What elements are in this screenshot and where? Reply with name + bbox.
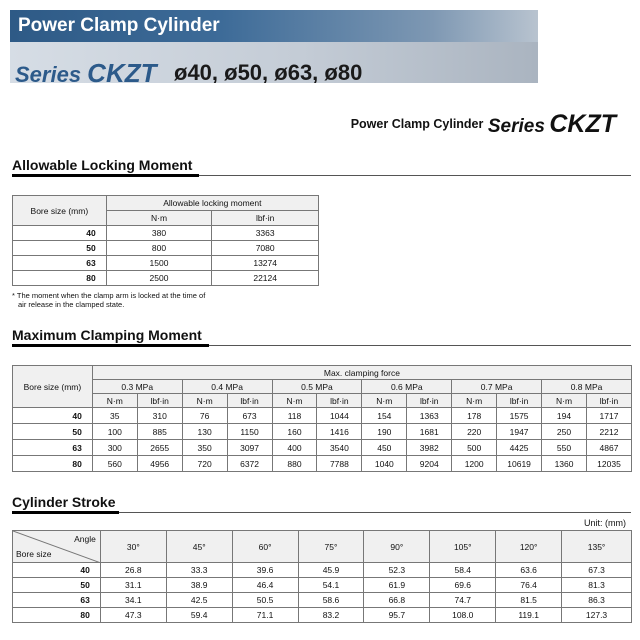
- locking-lbf-cell: 3363: [212, 226, 319, 241]
- stroke-value-cell: 50.5: [232, 593, 298, 608]
- stroke-value-cell: 46.4: [232, 578, 298, 593]
- clamping-value-cell: 1040: [362, 456, 407, 472]
- clamping-unit-nm: N·m: [452, 394, 497, 408]
- banner-series-word: Series: [15, 62, 88, 83]
- locking-bore-cell: 80: [13, 271, 107, 286]
- stroke-title-thin-rule: [119, 512, 631, 513]
- table-row: [13, 440, 632, 456]
- stroke-bore-cell: 80: [13, 608, 101, 623]
- clamping-value-cell: 194: [542, 408, 587, 424]
- clamping-unit-nm: N·m: [182, 394, 227, 408]
- stroke-value-cell: 95.7: [364, 608, 430, 623]
- stroke-value-cell: 63.6: [496, 563, 562, 578]
- clamping-value-cell: 3540: [317, 440, 362, 456]
- clamping-title-thin-rule: [209, 345, 631, 346]
- clamping-value-cell: 2212: [586, 424, 631, 440]
- clamping-value-cell: 4956: [137, 456, 182, 472]
- banner-title-bar: [10, 10, 538, 42]
- clamping-value-cell: 885: [137, 424, 182, 440]
- stroke-value-cell: 76.4: [496, 578, 562, 593]
- angle-header: 120°: [496, 531, 562, 563]
- clamping-value-cell: 1947: [497, 424, 542, 440]
- stroke-value-cell: 66.8: [364, 593, 430, 608]
- clamping-value-cell: 178: [452, 408, 497, 424]
- clamping-section-title: Maximum Clamping Moment: [12, 327, 202, 343]
- clamping-value-cell: 76: [182, 408, 227, 424]
- locking-lbf-cell: 7080: [212, 241, 319, 256]
- locking-bore-cell: 63: [13, 256, 107, 271]
- title-banner: [10, 10, 538, 83]
- clamping-value-cell: 160: [272, 424, 317, 440]
- pressure-header: 0.6 MPa: [362, 380, 452, 394]
- clamping-value-cell: 4867: [586, 440, 631, 456]
- clamping-bore-header: Bore size (mm): [13, 366, 93, 408]
- locking-title-rule: [12, 174, 199, 177]
- clamping-moment-table: [12, 365, 632, 472]
- clamping-value-cell: 1575: [497, 408, 542, 424]
- locking-section-title: Allowable Locking Moment: [12, 157, 193, 173]
- clamping-value-cell: 880: [272, 456, 317, 472]
- table-row: [13, 271, 319, 286]
- stroke-value-cell: 58.6: [298, 593, 364, 608]
- locking-nm-cell: 800: [106, 241, 212, 256]
- stroke-value-cell: 39.6: [232, 563, 298, 578]
- clamping-unit-lbf: lbf·in: [317, 394, 362, 408]
- stroke-value-cell: 71.1: [232, 608, 298, 623]
- clamping-value-cell: 1044: [317, 408, 362, 424]
- clamping-bore-cell: 80: [13, 456, 93, 472]
- stroke-value-cell: 47.3: [100, 608, 166, 623]
- banner-title: Power Clamp Cylinder: [18, 15, 220, 36]
- clamping-value-cell: 118: [272, 408, 317, 424]
- stroke-value-cell: 81.5: [496, 593, 562, 608]
- subheader-series-word: Series: [487, 116, 545, 137]
- table-row: [13, 456, 632, 472]
- locking-moment-table: [12, 195, 319, 286]
- clamping-value-cell: 720: [182, 456, 227, 472]
- stroke-bore-label: Bore size: [16, 549, 52, 559]
- table-row: [13, 226, 319, 241]
- stroke-value-cell: 31.1: [100, 578, 166, 593]
- angle-header: 30°: [100, 531, 166, 563]
- pressure-header: 0.8 MPa: [542, 380, 632, 394]
- clamping-title-rule: [12, 344, 209, 347]
- stroke-value-cell: 83.2: [298, 608, 364, 623]
- stroke-value-cell: 108.0: [430, 608, 496, 623]
- clamping-value-cell: 10619: [497, 456, 542, 472]
- stroke-unit-label: Unit: (mm): [584, 518, 626, 528]
- clamping-value-cell: 450: [362, 440, 407, 456]
- clamping-unit-nm: N·m: [362, 394, 407, 408]
- clamping-value-cell: 6372: [227, 456, 272, 472]
- clamping-value-cell: 12035: [586, 456, 631, 472]
- pressure-header: 0.3 MPa: [92, 380, 182, 394]
- clamping-value-cell: 1416: [317, 424, 362, 440]
- clamping-value-cell: 220: [452, 424, 497, 440]
- locking-lbf-cell: 13274: [212, 256, 319, 271]
- clamping-value-cell: 250: [542, 424, 587, 440]
- stroke-value-cell: 81.3: [562, 578, 632, 593]
- footnote-line: air release in the clamped state.: [18, 300, 125, 309]
- clamping-unit-nm: N·m: [92, 394, 137, 408]
- subheader-product: Power Clamp Cylinder: [350, 117, 484, 131]
- clamping-unit-nm: N·m: [272, 394, 317, 408]
- stroke-value-cell: 33.3: [166, 563, 232, 578]
- stroke-value-cell: 61.9: [364, 578, 430, 593]
- banner-bore-sizes: ø40, ø50, ø63, ø80: [174, 60, 363, 83]
- clamping-value-cell: 35: [92, 408, 137, 424]
- locking-nm-cell: 1500: [106, 256, 212, 271]
- stroke-title-rule: [12, 511, 119, 514]
- stroke-value-cell: 69.6: [430, 578, 496, 593]
- clamping-value-cell: 9204: [407, 456, 452, 472]
- stroke-value-cell: 54.1: [298, 578, 364, 593]
- stroke-value-cell: 52.3: [364, 563, 430, 578]
- clamping-value-cell: 3097: [227, 440, 272, 456]
- clamping-bore-cell: 40: [13, 408, 93, 424]
- stroke-value-cell: 67.3: [562, 563, 632, 578]
- clamping-value-cell: 2655: [137, 440, 182, 456]
- locking-bore-cell: 40: [13, 226, 107, 241]
- page-subheader: [351, 110, 616, 139]
- clamping-value-cell: 154: [362, 408, 407, 424]
- stroke-value-cell: 119.1: [496, 608, 562, 623]
- stroke-value-cell: 26.8: [100, 563, 166, 578]
- locking-unit-lbf: lbf·in: [212, 211, 319, 226]
- table-row: [13, 563, 632, 578]
- cylinder-stroke-table: [12, 530, 632, 623]
- clamping-value-cell: 673: [227, 408, 272, 424]
- angle-header: 45°: [166, 531, 232, 563]
- clamping-value-cell: 500: [452, 440, 497, 456]
- clamping-value-cell: 1360: [542, 456, 587, 472]
- stroke-value-cell: 127.3: [562, 608, 632, 623]
- table-row: [13, 578, 632, 593]
- clamping-value-cell: 310: [137, 408, 182, 424]
- footnote-line: * The moment when the clamp arm is locked at the time of: [12, 291, 206, 300]
- clamping-unit-lbf: lbf·in: [407, 394, 452, 408]
- clamping-unit-lbf: lbf·in: [497, 394, 542, 408]
- clamping-value-cell: 300: [92, 440, 137, 456]
- pressure-header: 0.7 MPa: [452, 380, 542, 394]
- banner-series-code: CKZT: [87, 58, 157, 83]
- stroke-bore-cell: 40: [13, 563, 101, 578]
- clamping-value-cell: 3982: [407, 440, 452, 456]
- stroke-value-cell: 86.3: [562, 593, 632, 608]
- clamping-value-cell: 1363: [407, 408, 452, 424]
- stroke-value-cell: 58.4: [430, 563, 496, 578]
- table-row: [13, 408, 632, 424]
- angle-header: 75°: [298, 531, 364, 563]
- clamping-bore-cell: 50: [13, 424, 93, 440]
- locking-bore-header: Bore size (mm): [13, 196, 107, 226]
- clamping-value-cell: 190: [362, 424, 407, 440]
- clamping-value-cell: 560: [92, 456, 137, 472]
- locking-nm-cell: 380: [106, 226, 212, 241]
- clamping-value-cell: 1717: [586, 408, 631, 424]
- locking-nm-cell: 2500: [106, 271, 212, 286]
- angle-header: 90°: [364, 531, 430, 563]
- locking-title-thin-rule: [199, 175, 631, 176]
- clamping-value-cell: 7788: [317, 456, 362, 472]
- clamping-value-cell: 1200: [452, 456, 497, 472]
- table-row: [13, 608, 632, 623]
- stroke-angle-label: Angle: [74, 534, 96, 544]
- clamping-group-header: Max. clamping force: [92, 366, 631, 380]
- stroke-value-cell: 59.4: [166, 608, 232, 623]
- angle-header: 60°: [232, 531, 298, 563]
- clamping-unit-lbf: lbf·in: [137, 394, 182, 408]
- clamping-value-cell: 350: [182, 440, 227, 456]
- pressure-header: 0.4 MPa: [182, 380, 272, 394]
- stroke-value-cell: 74.7: [430, 593, 496, 608]
- clamping-value-cell: 130: [182, 424, 227, 440]
- angle-header: 135°: [562, 531, 632, 563]
- clamping-value-cell: 100: [92, 424, 137, 440]
- clamping-value-cell: 550: [542, 440, 587, 456]
- clamping-unit-nm: N·m: [542, 394, 587, 408]
- stroke-bore-cell: 50: [13, 578, 101, 593]
- locking-footnote: [12, 291, 205, 309]
- clamping-value-cell: 1150: [227, 424, 272, 440]
- locking-lbf-cell: 22124: [212, 271, 319, 286]
- clamping-value-cell: 4425: [497, 440, 542, 456]
- angle-header: 105°: [430, 531, 496, 563]
- clamping-bore-cell: 63: [13, 440, 93, 456]
- stroke-value-cell: 42.5: [166, 593, 232, 608]
- table-row: [13, 241, 319, 256]
- table-row: [13, 256, 319, 271]
- stroke-corner-header: [13, 531, 101, 563]
- locking-group-header: Allowable locking moment: [106, 196, 318, 211]
- stroke-section-title: Cylinder Stroke: [12, 494, 116, 510]
- stroke-value-cell: 34.1: [100, 593, 166, 608]
- locking-bore-cell: 50: [13, 241, 107, 256]
- stroke-bore-cell: 63: [13, 593, 101, 608]
- subheader-series-code: CKZT: [549, 110, 616, 138]
- clamping-unit-lbf: lbf·in: [586, 394, 631, 408]
- table-row: [13, 424, 632, 440]
- clamping-unit-lbf: lbf·in: [227, 394, 272, 408]
- stroke-value-cell: 45.9: [298, 563, 364, 578]
- locking-unit-nm: N·m: [106, 211, 212, 226]
- pressure-header: 0.5 MPa: [272, 380, 362, 394]
- banner-series: [15, 58, 157, 83]
- clamping-value-cell: 1681: [407, 424, 452, 440]
- table-row: [13, 593, 632, 608]
- stroke-value-cell: 38.9: [166, 578, 232, 593]
- clamping-value-cell: 400: [272, 440, 317, 456]
